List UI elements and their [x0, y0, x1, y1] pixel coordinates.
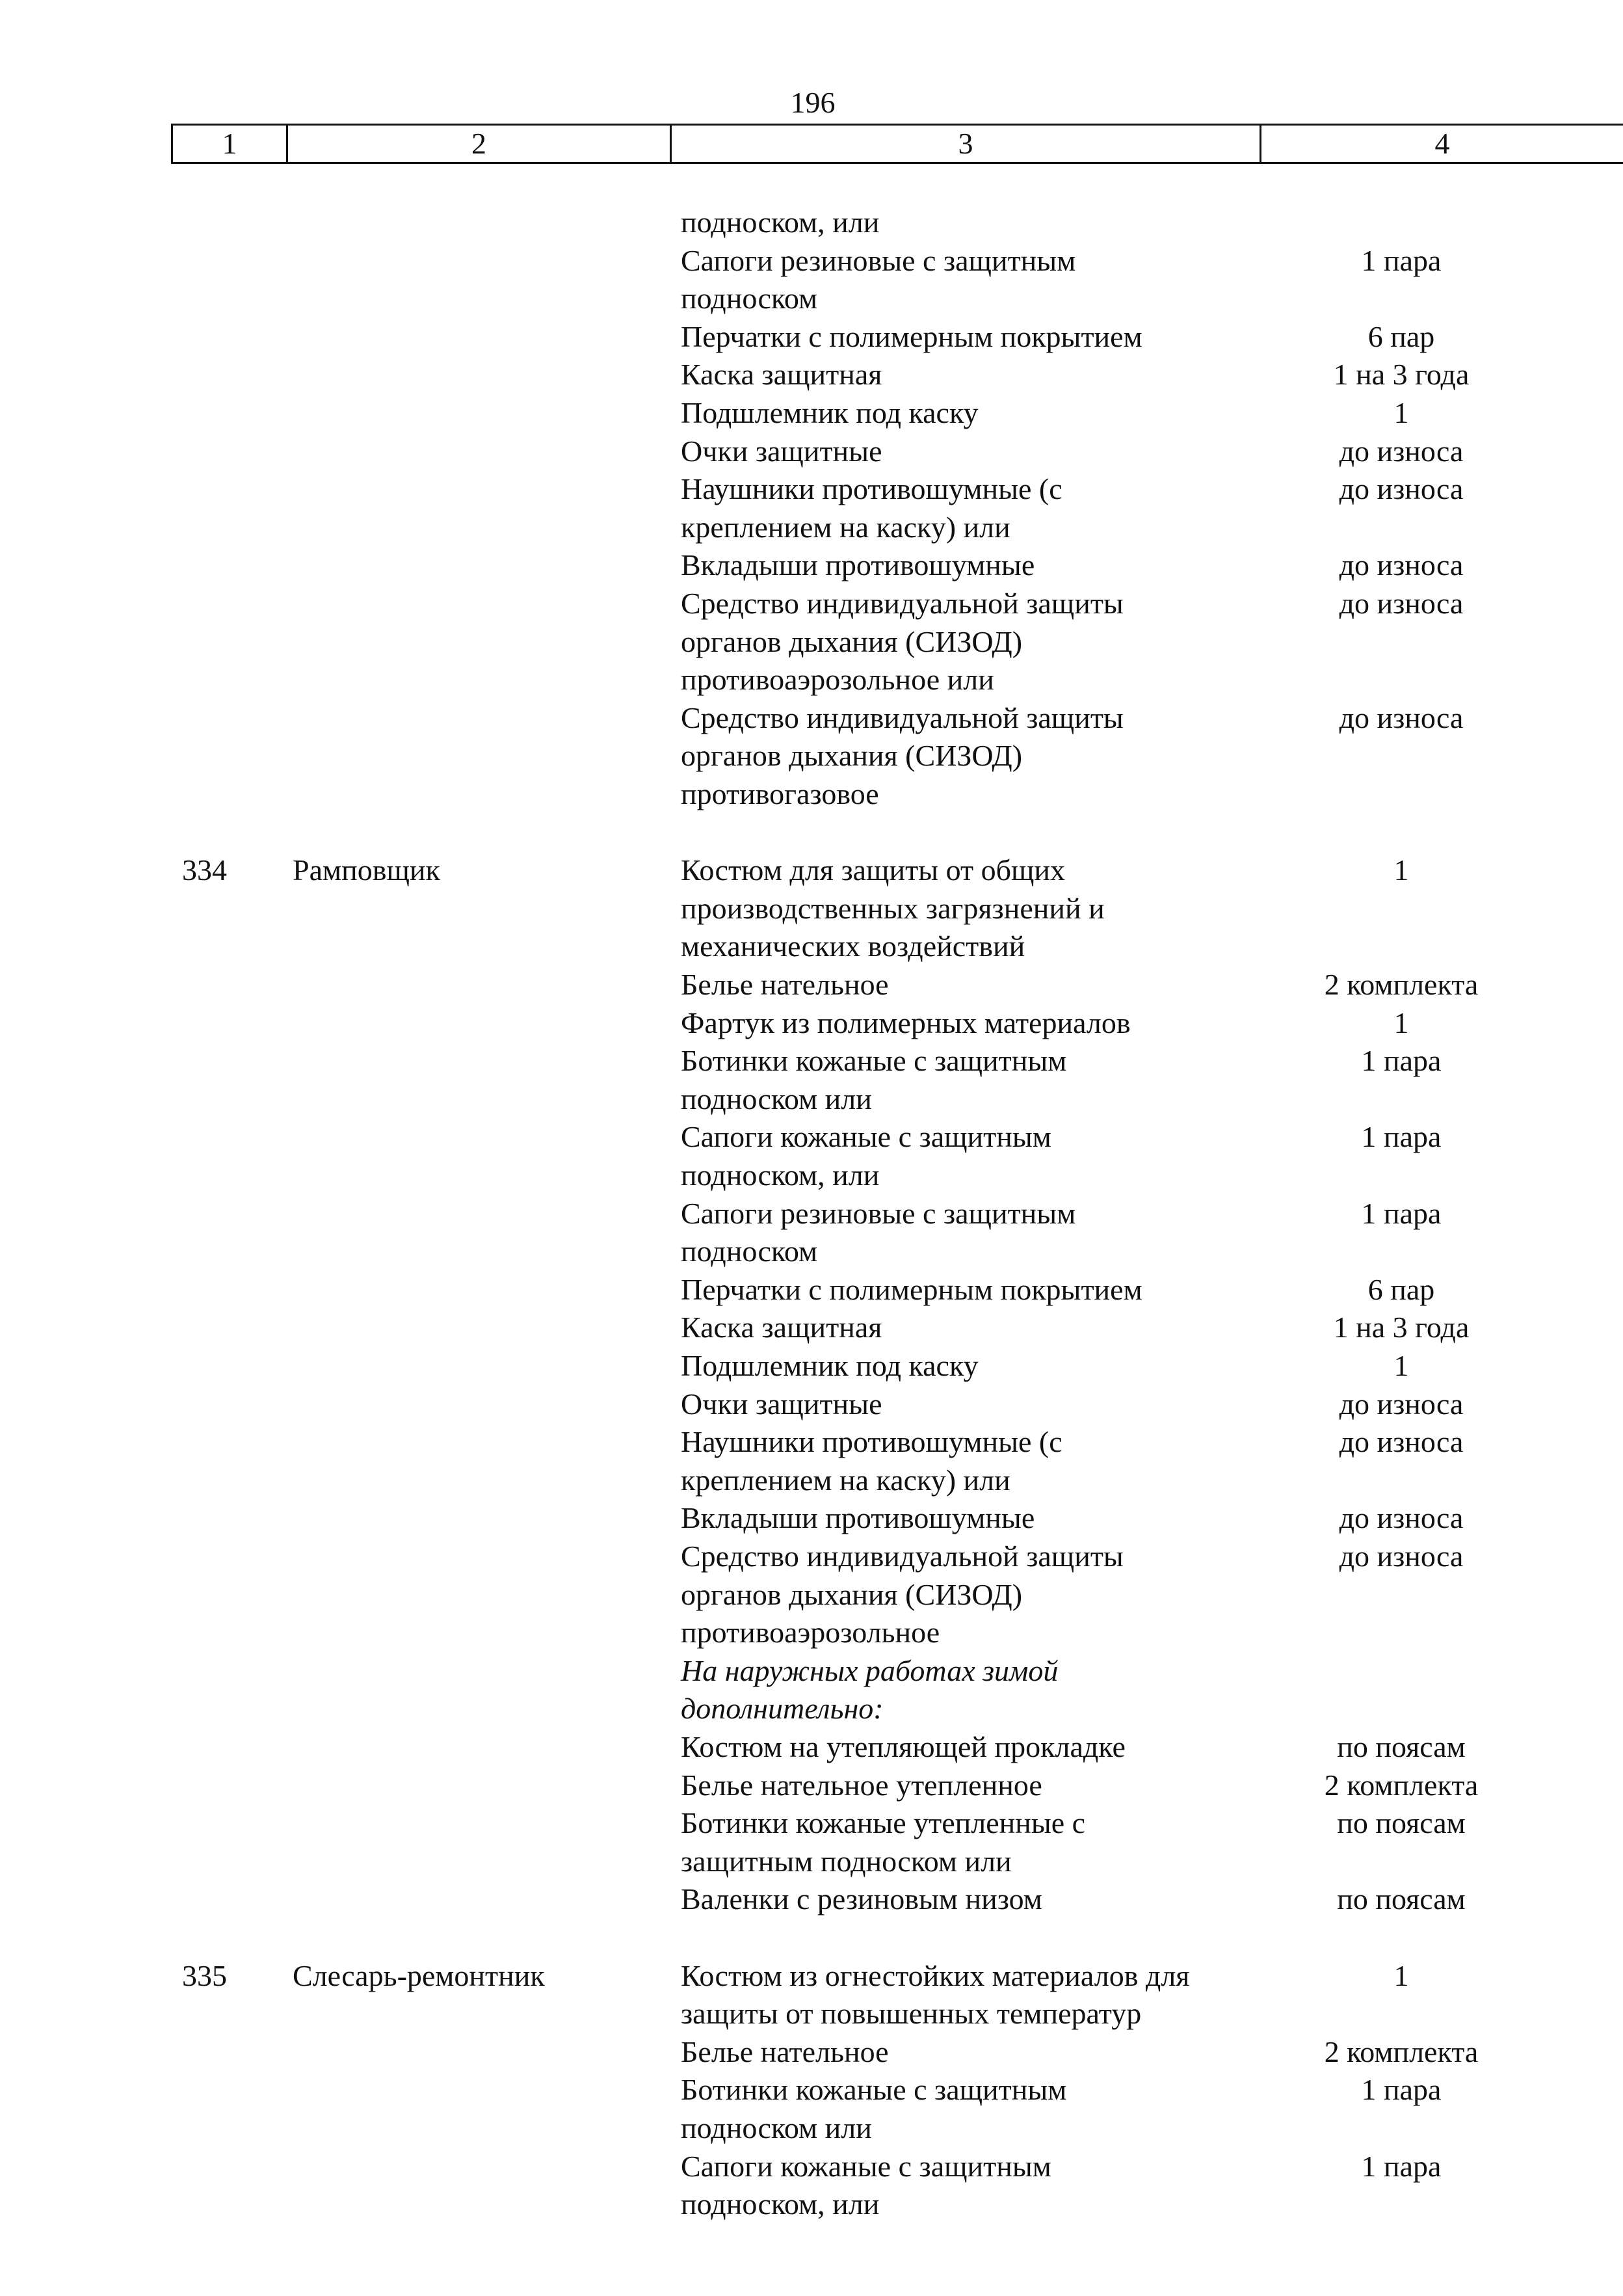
item-number: 335 [182, 1959, 227, 1992]
ppe-norm: до износа [1339, 1387, 1464, 1421]
ppe-norm: 1 пара [1361, 2073, 1442, 2106]
ppe-norm: до износа [1339, 1540, 1464, 1573]
ppe-norm: 1 [1393, 396, 1409, 429]
ppe-norm: 1 на 3 года [1333, 358, 1470, 391]
ppe-norm: 6 пар [1367, 1273, 1435, 1306]
ppe-item: креплением на каску) или [681, 511, 1010, 544]
ppe-item: подноском или [681, 2111, 872, 2144]
ppe-item: защиты от повышенных температур [681, 1997, 1142, 2030]
ppe-item: Костюм из огнестойких материалов для [681, 1959, 1190, 1992]
ppe-norm: до износа [1339, 548, 1464, 581]
ppe-item: органов дыхания (СИЗОД) [681, 1578, 1023, 1611]
ppe-norm: 1 [1393, 1349, 1409, 1382]
ppe-item: подноском [681, 1235, 818, 1268]
ppe-norm: 1 пара [1361, 2150, 1442, 2183]
ppe-item: Белье нательное утепленное [681, 1769, 1042, 1802]
profession: Рамповщик [293, 853, 440, 887]
ppe-norm: 6 пар [1367, 320, 1435, 353]
ppe-norm: 1 [1393, 853, 1409, 887]
ppe-item: Сапоги резиновые с защитным [681, 1197, 1076, 1230]
page-number: 196 [790, 86, 836, 119]
item-number: 334 [182, 853, 227, 887]
ppe-item: Сапоги кожаные с защитным [681, 1120, 1051, 1153]
ppe-item: защитным подноском или [681, 1845, 1012, 1878]
ppe-norm: до износа [1339, 1501, 1464, 1534]
ppe-norm: 1 [1393, 1006, 1409, 1039]
ppe-item: Очки защитные [681, 1387, 882, 1421]
ppe-item: противоаэрозольное или [681, 663, 994, 696]
ppe-norm: 1 пара [1361, 244, 1442, 277]
ppe-item: Перчатки с полимерным покрытием [681, 1273, 1142, 1306]
ppe-item: Наушники противошумные (с [681, 472, 1062, 505]
ppe-norm: до износа [1339, 701, 1464, 734]
ppe-item: подноском, или [681, 206, 880, 239]
ppe-norm: до износа [1339, 434, 1464, 468]
ppe-item: Средство индивидуальной защиты [681, 587, 1124, 620]
ppe-item: Наушники противошумные (с [681, 1425, 1062, 1458]
header-col-3: 3 [672, 126, 1261, 162]
header-col-4: 4 [1434, 127, 1450, 160]
ppe-item: Костюм на утепляющей прокладке [681, 1730, 1126, 1763]
ppe-item: На наружных работах зимой [681, 1654, 1059, 1687]
ppe-item: Валенки с резиновым низом [681, 1882, 1042, 1916]
ppe-item: Ботинки кожаные с защитным [681, 1044, 1067, 1077]
ppe-norm: 2 комплекта [1324, 1769, 1479, 1802]
ppe-item: подноском, или [681, 2187, 880, 2221]
ppe-item: подноском или [681, 1082, 872, 1115]
ppe-item: Средство индивидуальной защиты [681, 701, 1124, 734]
ppe-item: Каска защитная [681, 1311, 882, 1344]
ppe-item: подноском [681, 282, 818, 315]
ppe-item: дополнительно: [681, 1692, 884, 1725]
header-col-2: 2 [288, 126, 672, 162]
ppe-item: Костюм для защиты от общих [681, 853, 1066, 887]
ppe-norm: 1 на 3 года [1333, 1311, 1470, 1344]
ppe-item: противоаэрозольное [681, 1616, 940, 1649]
ppe-norm: по поясам [1337, 1806, 1466, 1839]
ppe-item: механических воздействий [681, 929, 1025, 963]
ppe-item: Сапоги резиновые с защитным [681, 244, 1076, 277]
ppe-item: Фартук из полимерных материалов [681, 1006, 1131, 1039]
ppe-item: Сапоги кожаные с защитным [681, 2150, 1051, 2183]
header-col-1: 1 [171, 126, 288, 162]
ppe-norm: 1 [1393, 1959, 1409, 1992]
ppe-item: Ботинки кожаные с защитным [681, 2073, 1067, 2106]
ppe-item: Средство индивидуальной защиты [681, 1540, 1124, 1573]
ppe-item: противогазовое [681, 777, 879, 810]
ppe-norm: 1 пара [1361, 1120, 1442, 1153]
ppe-item: Вкладыши противошумные [681, 548, 1035, 581]
ppe-item: органов дыхания (СИЗОД) [681, 625, 1023, 658]
ppe-item: Вкладыши противошумные [681, 1501, 1035, 1534]
ppe-item: Перчатки с полимерным покрытием [681, 320, 1142, 353]
ppe-norm: до износа [1339, 472, 1464, 505]
ppe-norm: по поясам [1337, 1730, 1466, 1763]
ppe-item: Белье нательное [681, 2035, 889, 2068]
ppe-norm: до износа [1339, 1425, 1464, 1458]
ppe-norm: 2 комплекта [1324, 2035, 1479, 2068]
ppe-norm: до износа [1339, 587, 1464, 620]
ppe-item: Подшлемник под каску [681, 1349, 979, 1382]
ppe-norm: по поясам [1337, 1882, 1466, 1916]
ppe-norm: 1 пара [1361, 1044, 1442, 1077]
ppe-item: Белье нательное [681, 968, 889, 1001]
ppe-item: Каска защитная [681, 358, 882, 391]
ppe-item: Подшлемник под каску [681, 396, 979, 429]
ppe-item: Ботинки кожаные утепленные с [681, 1806, 1086, 1839]
ppe-item: Очки защитные [681, 434, 882, 468]
ppe-norm: 1 пара [1361, 1197, 1442, 1230]
ppe-item: подноском, или [681, 1158, 880, 1192]
ppe-item: производственных загрязнений и [681, 892, 1105, 925]
ppe-item: креплением на каску) или [681, 1463, 1010, 1497]
ppe-norm: 2 комплекта [1324, 968, 1479, 1001]
profession: Слесарь-ремонтник [293, 1959, 545, 1992]
ppe-item: органов дыхания (СИЗОД) [681, 739, 1023, 772]
